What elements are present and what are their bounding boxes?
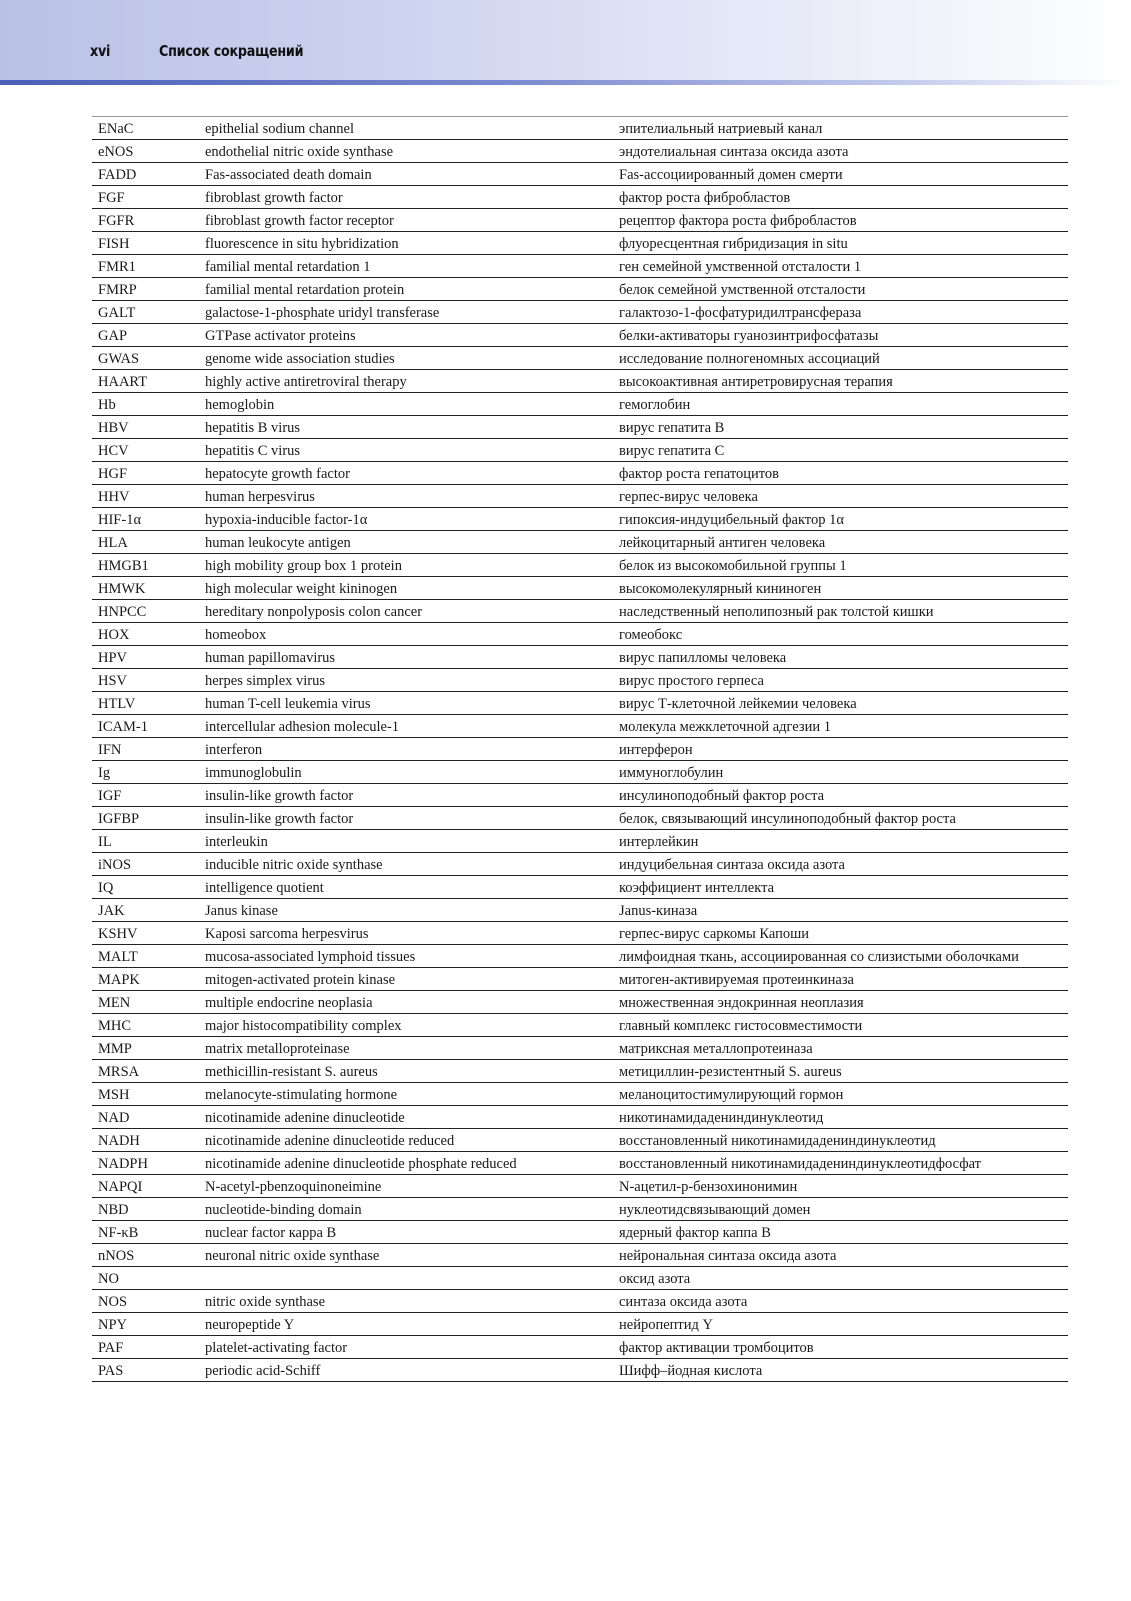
russian-term-cell: матриксная металлопротеиназа (619, 1040, 813, 1057)
russian-term-cell: наследственный неполипозный рак толстой кишки (619, 603, 934, 620)
russian-term-cell: вирус Т-клеточной лейкемии человека (619, 695, 857, 712)
english-term-cell: neuronal nitric oxide synthase (205, 1247, 380, 1264)
table-row (92, 324, 1068, 347)
table-row (92, 370, 1068, 393)
abbreviation-cell: FMRP (98, 281, 137, 298)
russian-term-cell: молекула межклеточной адгезии 1 (619, 718, 832, 735)
table-row (92, 485, 1068, 508)
table-row (92, 623, 1068, 646)
abbreviation-cell: NAPQI (98, 1178, 143, 1195)
english-term-cell: intelligence quotient (205, 879, 324, 896)
english-term-cell: platelet-activating factor (205, 1339, 348, 1356)
abbreviation-cell: FMR1 (98, 258, 136, 275)
table-row (92, 1175, 1068, 1198)
abbreviation-cell: NF-κB (98, 1224, 139, 1241)
english-term-cell: N-acetyl-pbenzoquinoneimine (205, 1178, 382, 1195)
english-term-cell: melanocyte-stimulating hormone (205, 1086, 398, 1103)
table-row (92, 186, 1068, 209)
russian-term-cell: иммуноглобулин (619, 764, 724, 781)
abbreviation-cell: HTLV (98, 695, 136, 712)
table-row (92, 1198, 1068, 1221)
english-term-cell: human herpesvirus (205, 488, 315, 505)
table-row (92, 508, 1068, 531)
abbreviation-cell: IGFBP (98, 810, 140, 827)
russian-term-cell: рецептор фактора роста фибробластов (619, 212, 857, 229)
abbreviation-cell: NADPH (98, 1155, 148, 1172)
russian-term-cell: герпес-вирус человека (619, 488, 758, 505)
russian-term-cell: индуцибельная синтаза оксида азота (619, 856, 845, 873)
russian-term-cell: нейропептид Y (619, 1316, 713, 1333)
abbreviation-cell: HGF (98, 465, 128, 482)
table-row (92, 1313, 1068, 1336)
russian-term-cell: главный комплекс гистосовместимости (619, 1017, 863, 1034)
abbreviation-cell: FADD (98, 166, 137, 183)
table-row (92, 554, 1068, 577)
english-term-cell: galactose-1-phosphate uridyl transferase (205, 304, 440, 321)
english-term-cell: nucleotide-binding domain (205, 1201, 362, 1218)
english-term-cell: periodic acid-Schiff (205, 1362, 321, 1379)
table-row (92, 600, 1068, 623)
russian-term-cell: меланоцитостимулирующий гормон (619, 1086, 844, 1103)
english-term-cell: major histocompatibility complex (205, 1017, 402, 1034)
english-term-cell: familial mental retardation 1 (205, 258, 371, 275)
russian-term-cell: эпителиальный натриевый канал (619, 120, 823, 137)
english-term-cell: high molecular weight kininogen (205, 580, 398, 597)
table-row (92, 462, 1068, 485)
russian-term-cell: синтаза оксида азота (619, 1293, 748, 1310)
header-rule (0, 80, 1131, 85)
russian-term-cell: оксид азота (619, 1270, 691, 1287)
table-row (92, 738, 1068, 761)
abbreviation-cell: iNOS (98, 856, 132, 873)
table-row (92, 1037, 1068, 1060)
abbreviation-cell: ICAM-1 (98, 718, 148, 735)
table-row (92, 278, 1068, 301)
page-number: xvi (90, 42, 111, 60)
english-term-cell: nicotinamide adenine dinucleotide phosphate reduced (205, 1155, 517, 1172)
table-row (92, 163, 1068, 186)
abbreviation-cell: MEN (98, 994, 131, 1011)
abbreviation-cell: Hb (98, 396, 116, 413)
table-row (92, 945, 1068, 968)
abbreviation-cell: Ig (98, 764, 111, 781)
abbreviation-cell: NADH (98, 1132, 140, 1149)
russian-term-cell: флуоресцентная гибридизация in situ (619, 235, 848, 252)
table-row (92, 232, 1068, 255)
abbreviation-cell: NBD (98, 1201, 129, 1218)
english-term-cell: familial mental retardation protein (205, 281, 405, 298)
table-row (92, 577, 1068, 600)
abbreviation-cell: GALT (98, 304, 136, 321)
russian-term-cell: лейкоцитарный антиген человека (619, 534, 826, 551)
table-row (92, 784, 1068, 807)
english-term-cell: multiple endocrine neoplasia (205, 994, 373, 1011)
english-term-cell: hemoglobin (205, 396, 275, 413)
header-band (0, 0, 1131, 82)
abbreviation-cell: NAD (98, 1109, 130, 1126)
english-term-cell: nicotinamide adenine dinucleotide (205, 1109, 405, 1126)
table-row (92, 1290, 1068, 1313)
russian-term-cell: множественная эндокринная неоплазия (619, 994, 864, 1011)
table-body (92, 117, 1068, 1382)
russian-term-cell: гомеобокс (619, 626, 683, 643)
english-term-cell: hepatitis B virus (205, 419, 301, 436)
abbreviation-cell: eNOS (98, 143, 134, 160)
english-term-cell: neuropeptide Y (205, 1316, 295, 1333)
table-row (92, 393, 1068, 416)
english-term-cell: genome wide association studies (205, 350, 395, 367)
table-row (92, 416, 1068, 439)
table-row (92, 1129, 1068, 1152)
english-term-cell: human T-cell leukemia virus (205, 695, 371, 712)
english-term-cell: hereditary nonpolyposis colon cancer (205, 603, 423, 620)
abbreviation-cell: MALT (98, 948, 138, 965)
russian-term-cell: метициллин-резистентный S. aureus (619, 1063, 842, 1080)
russian-term-cell: белки-активаторы гуанозинтрифосфатазы (619, 327, 879, 344)
abbreviation-cell: HIF-1α (98, 511, 142, 528)
russian-term-cell: восстановленный никотинамидадениндинуклеотидфосфат (619, 1155, 981, 1172)
running-title: Список сокращений (159, 42, 304, 60)
table-row (92, 1267, 1068, 1290)
russian-term-cell: нейрональная синтаза оксида азота (619, 1247, 837, 1264)
russian-term-cell: эндотелиальная синтаза оксида азота (619, 143, 849, 160)
english-term-cell: hepatitis C virus (205, 442, 301, 459)
russian-term-cell: никотинамидадениндинуклеотид (619, 1109, 824, 1126)
english-term-cell: methicillin-resistant S. aureus (205, 1063, 378, 1080)
table-row (92, 761, 1068, 784)
english-term-cell: nicotinamide adenine dinucleotide reduced (205, 1132, 455, 1149)
english-term-cell (205, 1270, 619, 1288)
english-term-cell: herpes simplex virus (205, 672, 326, 689)
table-row (92, 301, 1068, 324)
table-row (92, 922, 1068, 945)
table-row (92, 140, 1068, 163)
abbreviation-cell: FISH (98, 235, 130, 252)
table-row (92, 209, 1068, 232)
russian-term-cell: белок из высокомобильной группы 1 (619, 557, 847, 574)
russian-term-cell: вирус простого герпеса (619, 672, 764, 689)
table-row (92, 1244, 1068, 1267)
abbreviation-cell: MRSA (98, 1063, 140, 1080)
abbreviation-cell: IL (98, 833, 112, 850)
russian-term-cell: N-ацетил-p-бензохинонимин (619, 1178, 798, 1195)
english-term-cell: matrix metalloproteinase (205, 1040, 350, 1057)
abbreviation-cell: HPV (98, 649, 128, 666)
abbreviation-cell: GWAS (98, 350, 140, 367)
russian-term-cell: гемоглобин (619, 396, 691, 413)
russian-term-cell: фактор роста фибробластов (619, 189, 791, 206)
table-row (92, 715, 1068, 738)
english-term-cell: hepatocyte growth factor (205, 465, 350, 482)
abbreviation-cell: HCV (98, 442, 129, 459)
abbreviation-cell: NOS (98, 1293, 128, 1310)
abbreviation-cell: NPY (98, 1316, 128, 1333)
english-term-cell: hypoxia-inducible factor-1α (205, 511, 368, 528)
russian-term-cell: фактор активации тромбоцитов (619, 1339, 814, 1356)
table-row (92, 830, 1068, 853)
russian-term-cell: галактозо-1-фосфатуридилтрансфераза (619, 304, 862, 321)
table-row (92, 117, 1068, 140)
russian-term-cell: исследование полногеномных ассоциаций (619, 350, 880, 367)
abbreviation-cell: HMWK (98, 580, 146, 597)
russian-term-cell: интерлейкин (619, 833, 699, 850)
english-term-cell: interleukin (205, 833, 268, 850)
abbreviation-cell: MAPK (98, 971, 140, 988)
russian-term-cell: герпес-вирус саркомы Капоши (619, 925, 810, 942)
russian-term-cell: инсулиноподобный фактор роста (619, 787, 825, 804)
abbreviations-table (92, 116, 1068, 1382)
abbreviation-cell: nNOS (98, 1247, 135, 1264)
english-term-cell: insulin-like growth factor (205, 787, 354, 804)
russian-term-cell: гипоксия-индуцибельный фактор 1α (619, 511, 844, 528)
abbreviation-cell: HNPCC (98, 603, 147, 620)
table-row (92, 255, 1068, 278)
russian-term-cell: нуклеотидсвязывающий домен (619, 1201, 811, 1218)
russian-term-cell: лимфоидная ткань, ассоциированная со слизистыми оболочками (619, 948, 1019, 965)
russian-term-cell: Fas-ассоциированный домен смерти (619, 166, 843, 183)
russian-term-cell: вирус гепатита C (619, 442, 725, 459)
abbreviation-cell: IGF (98, 787, 122, 804)
table-row (92, 439, 1068, 462)
russian-term-cell: высокоактивная антиретровирусная терапия (619, 373, 893, 390)
english-term-cell: fluorescence in situ hybridization (205, 235, 399, 252)
russian-term-cell: интерферон (619, 741, 693, 758)
russian-term-cell: вирус гепатита B (619, 419, 725, 436)
english-term-cell: highly active antiretroviral therapy (205, 373, 407, 390)
russian-term-cell: ген семейной умственной отсталости 1 (619, 258, 862, 275)
russian-term-cell: Janus-киназа (619, 902, 698, 919)
english-term-cell: Kaposi sarcoma herpesvirus (205, 925, 369, 942)
abbreviation-cell: IQ (98, 879, 114, 896)
abbreviation-cell: PAS (98, 1362, 124, 1379)
table-row (92, 1152, 1068, 1175)
abbreviation-cell: PAF (98, 1339, 124, 1356)
abbreviation-cell: MHC (98, 1017, 132, 1034)
english-term-cell: mucosa-associated lymphoid tissues (205, 948, 416, 965)
table-row (92, 1060, 1068, 1083)
english-term-cell: human papillomavirus (205, 649, 336, 666)
table-row (92, 692, 1068, 715)
table-row (92, 347, 1068, 370)
english-term-cell: fibroblast growth factor receptor (205, 212, 394, 229)
russian-term-cell: коэффициент интеллекта (619, 879, 775, 896)
russian-term-cell: белок семейной умственной отсталости (619, 281, 866, 298)
abbreviation-cell: NO (98, 1270, 119, 1287)
table-row (92, 1336, 1068, 1359)
table-row (92, 1106, 1068, 1129)
abbreviation-cell: IFN (98, 741, 122, 758)
english-term-cell: epithelial sodium channel (205, 120, 354, 137)
table-row (92, 1083, 1068, 1106)
russian-term-cell: восстановленный никотинамидадениндинуклеотид (619, 1132, 936, 1149)
abbreviation-cell: ENaC (98, 120, 134, 137)
table-row (92, 876, 1068, 899)
abbreviation-cell: GAP (98, 327, 128, 344)
abbreviation-cell: HHV (98, 488, 130, 505)
english-term-cell: homeobox (205, 626, 267, 643)
abbreviation-cell: FGF (98, 189, 125, 206)
russian-term-cell: белок, связывающий инсулиноподобный фактор роста (619, 810, 956, 827)
english-term-cell: human leukocyte antigen (205, 534, 351, 551)
table-row (92, 1014, 1068, 1037)
english-term-cell: high mobility group box 1 protein (205, 557, 402, 574)
table-row (92, 807, 1068, 830)
abbreviation-cell: HBV (98, 419, 129, 436)
english-term-cell: GTPase activator proteins (205, 327, 356, 344)
english-term-cell: Janus kinase (205, 902, 278, 919)
russian-term-cell: высокомолекулярный кининоген (619, 580, 822, 597)
table-row (92, 1359, 1068, 1382)
abbreviation-cell: HAART (98, 373, 148, 390)
english-term-cell: inducible nitric oxide synthase (205, 856, 383, 873)
english-term-cell: nuclear factor карра B (205, 1224, 337, 1241)
abbreviation-cell: MMP (98, 1040, 132, 1057)
russian-term-cell: Шифф–йодная кислота (619, 1362, 763, 1379)
table-row (92, 531, 1068, 554)
table-row (92, 646, 1068, 669)
russian-term-cell: фактор роста гепатоцитов (619, 465, 779, 482)
abbreviation-cell: HLA (98, 534, 128, 551)
abbreviation-cell: HMGB1 (98, 557, 149, 574)
russian-term-cell: митоген-активируемая протеинкиназа (619, 971, 854, 988)
english-term-cell: endothelial nitric oxide synthase (205, 143, 394, 160)
abbreviation-cell: HOX (98, 626, 130, 643)
abbreviation-cell: KSHV (98, 925, 138, 942)
english-term-cell: fibroblast growth factor (205, 189, 343, 206)
english-term-cell: intercellular adhesion molecule-1 (205, 718, 400, 735)
table-row (92, 991, 1068, 1014)
english-term-cell: immunoglobulin (205, 764, 302, 781)
english-term-cell: Fas-associated death domain (205, 166, 372, 183)
abbreviation-cell: FGFR (98, 212, 135, 229)
abbreviation-cell: JAK (98, 902, 125, 919)
table-row (92, 899, 1068, 922)
english-term-cell: nitric oxide synthase (205, 1293, 326, 1310)
russian-term-cell: ядерный фактор каппа B (619, 1224, 771, 1241)
english-term-cell: interferon (205, 741, 263, 758)
english-term-cell: mitogen-activated protein kinase (205, 971, 396, 988)
table-row (92, 853, 1068, 876)
table-row (92, 968, 1068, 991)
abbreviation-cell: HSV (98, 672, 128, 689)
abbreviation-cell: MSH (98, 1086, 130, 1103)
english-term-cell: insulin-like growth factor (205, 810, 354, 827)
table-row (92, 669, 1068, 692)
table-row (92, 1221, 1068, 1244)
russian-term-cell: вирус папилломы человека (619, 649, 787, 666)
